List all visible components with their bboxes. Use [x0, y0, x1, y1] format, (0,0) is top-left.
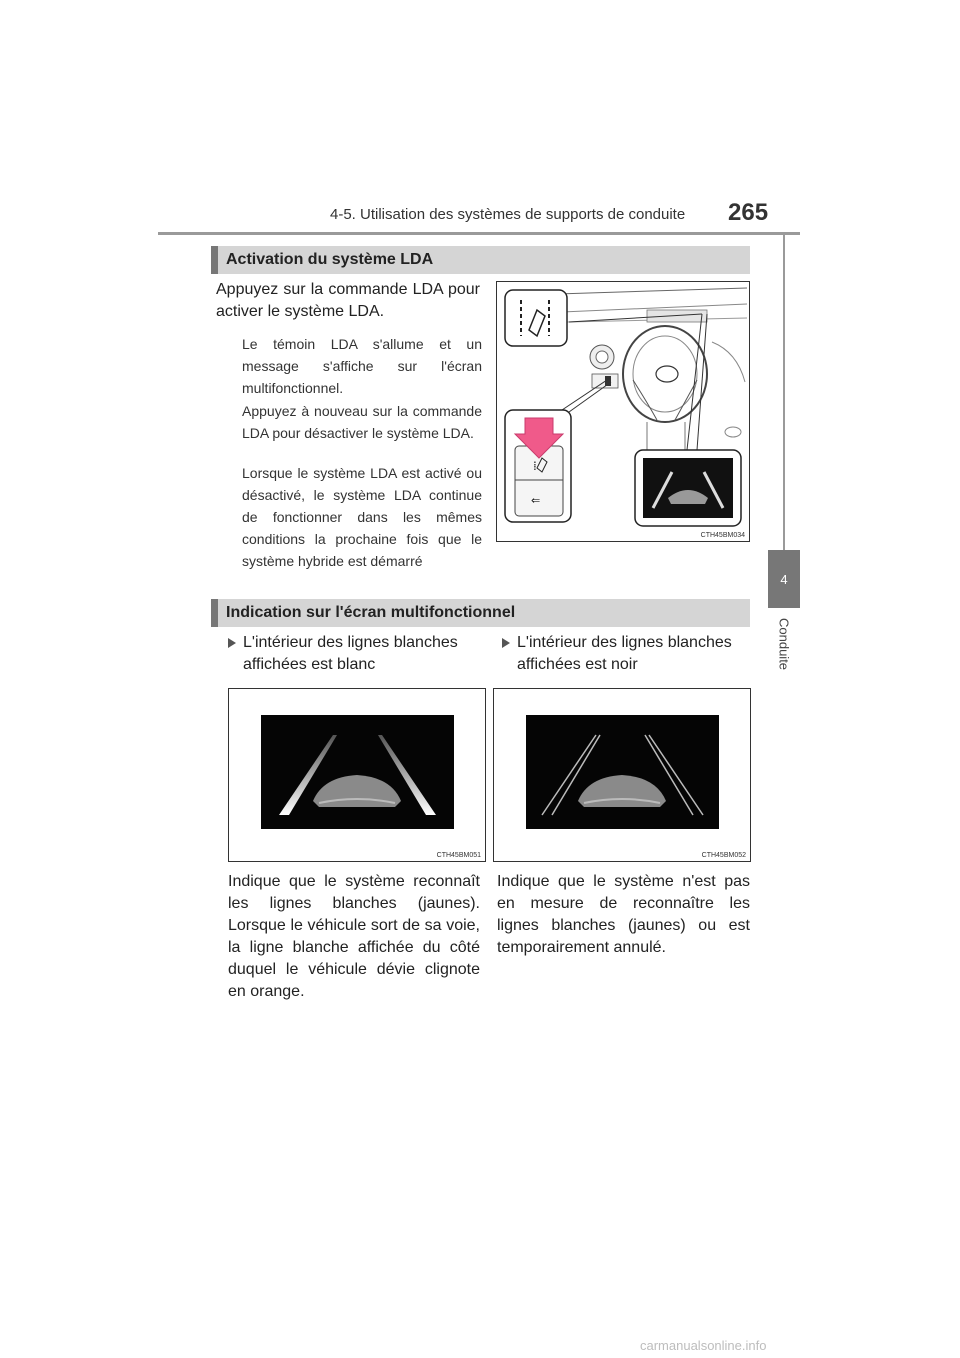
note-text: Lorsque le système LDA est activé ou désactivé, le système LDA continue de fonctionner dans les mêmes conditions la prochaine fois que le système hybride est démarré: [242, 465, 482, 569]
note-text: Le témoin LDA s'allume et un message s'affiche sur l'écran multifonctionnel.: [242, 336, 482, 396]
section-heading-activation: Activation du système LDA: [211, 246, 750, 274]
header-section-title: 4-5. Utilisation des systèmes de supports de conduite: [330, 206, 686, 223]
side-tab-line: [783, 232, 785, 552]
display-figure-black-lines: [493, 688, 751, 862]
note-text: Appuyez à nouveau sur la commande LDA pour désactiver le système LDA.: [242, 403, 482, 441]
header-rule: [158, 232, 800, 235]
dashboard-drawing: [497, 282, 749, 541]
bullet-item-black-interior: [502, 632, 765, 676]
lane-lines-white-drawing: [261, 715, 454, 829]
multi-info-screen: [526, 715, 719, 829]
bullet-text: L'intérieur des lignes blanches affichées est blanc: [243, 634, 458, 673]
bullet-triangle-icon: [502, 638, 510, 648]
description-recognized: Indique que le système reconnaît les lignes blanches (jaunes). Lorsque le véhicule sort de sa voie, la ligne blanche affichée du côté duquel le véhicule dévie clignote en orange.: [228, 873, 480, 1000]
svg-text:⇐: ⇐: [531, 494, 541, 507]
instruction-text: Appuyez sur la commande LDA pour activer le système LDA.: [216, 281, 480, 320]
page-number: 265: [728, 199, 769, 226]
figure-code: CTH45BM051: [436, 852, 481, 859]
multi-info-screen: [261, 715, 454, 829]
figure-code: CTH45BM034: [700, 532, 745, 539]
lane-lines-outline-drawing: [526, 715, 719, 829]
chapter-tab-label: Conduite: [776, 618, 792, 671]
svg-text:⁞: ⁞: [533, 459, 537, 473]
bullet-item-white-interior: [228, 632, 495, 676]
chapter-tab[interactable]: 4: [768, 550, 800, 608]
bullet-triangle-icon: [228, 638, 236, 648]
figure-code: CTH45BM052: [701, 852, 746, 859]
bullet-text: L'intérieur des lignes blanches affichées est noir: [517, 634, 732, 673]
section-heading-indication: Indication sur l'écran multifonctionnel: [211, 599, 750, 627]
dashboard-illustration: [496, 281, 750, 542]
display-figure-white-lines: [228, 688, 486, 862]
description-not-recognized: Indique que le système n'est pas en mesure de reconnaître les lignes blanches (jaunes) ou est temporairement annulé.: [497, 873, 750, 956]
watermark-text: carmanualsonline.info: [640, 1338, 767, 1353]
